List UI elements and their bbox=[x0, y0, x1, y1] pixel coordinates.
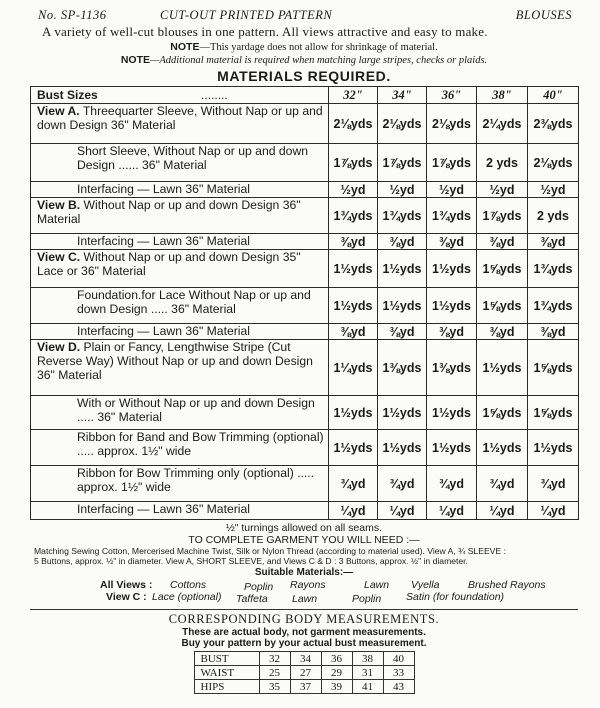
description-text: Threequarter Sleeve, Without Nap or up and down Design 36" Material bbox=[37, 104, 323, 132]
material-row bbox=[31, 430, 579, 466]
note-shrinkage bbox=[30, 41, 578, 53]
yardage-cell: 2⅛yds bbox=[329, 104, 378, 144]
material-row bbox=[31, 250, 579, 288]
yardage-cell: ⅜yd bbox=[427, 324, 477, 340]
yardage-cell: 1⅝yds bbox=[477, 396, 528, 430]
yardage-cell: 1½yds bbox=[378, 250, 427, 288]
yardage-cell: 1½yds bbox=[329, 288, 378, 324]
yardage-cell: 1⅝yds bbox=[477, 250, 528, 288]
description-text: Without Nap or up and down Design 36" Material bbox=[37, 198, 301, 226]
materials-title: MATERIALS REQUIRED. bbox=[217, 68, 391, 84]
description-text: Ribbon for Bow Trimming only (optional) ..... approx. 1½" wide bbox=[77, 466, 315, 494]
footer bbox=[30, 522, 578, 694]
material-row bbox=[31, 340, 579, 396]
material-description bbox=[31, 144, 329, 182]
material-item: Rayons bbox=[290, 579, 326, 591]
measurement-value: 40 bbox=[383, 652, 414, 666]
yardage-cell: 2⅜yds bbox=[528, 104, 579, 144]
material-item: Brushed Rayons bbox=[468, 579, 546, 591]
pattern-title: CUT-OUT PRINTED PATTERN bbox=[160, 8, 333, 22]
measurement-value: 34 bbox=[290, 652, 321, 666]
material-item: Lace (optional) bbox=[152, 591, 222, 603]
complete-garment-heading: TO COMPLETE GARMENT YOU WILL NEED :— bbox=[188, 534, 420, 546]
material-description bbox=[31, 502, 329, 520]
yardage-cell: 1½yds bbox=[378, 396, 427, 430]
yardage-cell: ¼yd bbox=[477, 502, 528, 520]
material-item: Cottons bbox=[170, 579, 207, 591]
material-description bbox=[31, 466, 329, 502]
material-row bbox=[31, 198, 579, 234]
measurement-value: 31 bbox=[352, 666, 383, 680]
material-description bbox=[31, 198, 329, 234]
view-label: View A. bbox=[37, 104, 80, 118]
view-label: View B. bbox=[37, 198, 81, 212]
sewing-notions-line2: 5 Buttons, approx. ½" in diameter. View A, SHORT SLEEVE, and Views C & D : 3 Buttons, approx. ½" in diameter. bbox=[34, 556, 468, 566]
yardage-cell: ¾yd bbox=[378, 466, 427, 502]
material-description bbox=[31, 234, 329, 250]
yardage-cell: ¾yd bbox=[528, 466, 579, 502]
pattern-envelope bbox=[30, 8, 578, 694]
description-text: Ribbon for Band and Bow Trimming (optional) ..... approx. 1½" wide bbox=[77, 430, 324, 458]
material-description bbox=[31, 288, 329, 324]
description-text: Interfacing — Lawn 36" Material bbox=[77, 182, 251, 196]
measurement-label: HIPS bbox=[194, 680, 259, 694]
yardage-cell: 2 yds bbox=[477, 144, 528, 182]
yardage-cell: 1¾yds bbox=[378, 198, 427, 234]
note-text: —Additional material is required when matching large stripes, checks or plaids. bbox=[150, 55, 488, 66]
yardage-cell: ⅜yd bbox=[477, 324, 528, 340]
material-row bbox=[31, 144, 579, 182]
material-item: Poplin bbox=[244, 581, 274, 593]
description-text: Without Nap or up and down Design 35" Lace or 36" Material bbox=[37, 250, 301, 278]
divider bbox=[30, 609, 578, 610]
yardage-cell: 2⅛yds bbox=[378, 104, 427, 144]
measurement-value: 27 bbox=[290, 666, 321, 680]
material-row bbox=[31, 288, 579, 324]
yardage-cell: 2 yds bbox=[528, 198, 579, 234]
buy-by-bust-note: Buy your pattern by your actual bust measurement. bbox=[181, 638, 427, 649]
yardage-cell: 1½yds bbox=[477, 430, 528, 466]
yardage-cell: ⅜yd bbox=[378, 324, 427, 340]
yardage-cell: ¾yd bbox=[427, 466, 477, 502]
yardage-cell: 1½yds bbox=[427, 250, 477, 288]
note-label: NOTE bbox=[170, 41, 200, 53]
measurement-value: 41 bbox=[352, 680, 383, 694]
pattern-number: No. SP-1136 bbox=[38, 8, 107, 22]
material-row bbox=[31, 234, 579, 250]
yardage-cell: 1¼yds bbox=[329, 340, 378, 396]
yardage-cell: 1⅞yds bbox=[378, 144, 427, 182]
description-text: Foundation.for Lace Without Nap or up and down Design ..... 36" Material bbox=[77, 288, 311, 316]
bust-sizes-label: Bust Sizes ........ bbox=[31, 87, 329, 104]
yardage-cell: ½yd bbox=[378, 182, 427, 198]
yardage-cell: 2⅛yds bbox=[427, 104, 477, 144]
materials-table bbox=[30, 86, 579, 520]
yardage-cell: 1¾yds bbox=[427, 198, 477, 234]
material-row bbox=[31, 324, 579, 340]
measurement-value: 29 bbox=[321, 666, 352, 680]
material-item: Satin (for foundation) bbox=[406, 591, 505, 603]
description-text: Interfacing — Lawn 36" Material bbox=[77, 234, 251, 248]
measurement-value: 35 bbox=[259, 680, 290, 694]
yardage-cell: ¼yd bbox=[528, 502, 579, 520]
view-c-label: View C : bbox=[106, 591, 147, 603]
size-34: 34" bbox=[378, 87, 427, 104]
yardage-cell: 1½yds bbox=[528, 430, 579, 466]
size-36: 36" bbox=[427, 87, 477, 104]
material-row bbox=[31, 502, 579, 520]
intro-text: A variety of well-cut blouses in one pattern. All views attractive and easy to make. bbox=[42, 24, 488, 39]
measurement-row bbox=[194, 666, 414, 680]
yardage-cell: 1⅞yds bbox=[427, 144, 477, 182]
yardage-cell: ¾yd bbox=[477, 466, 528, 502]
yardage-cell: 1¾yds bbox=[528, 288, 579, 324]
yardage-cell: ½yd bbox=[477, 182, 528, 198]
suitable-materials-heading: Suitable Materials:— bbox=[254, 567, 354, 578]
yardage-cell: ⅜yd bbox=[378, 234, 427, 250]
sewing-notions-line1: Matching Sewing Cotton, Mercerised Machine Twist, Silk or Nylon Thread (according to material used). View A, ¾ SLEEVE : bbox=[34, 546, 506, 556]
yardage-cell: ⅜yd bbox=[528, 324, 579, 340]
material-item: Taffeta bbox=[236, 593, 268, 605]
description-text: Short Sleeve, Without Nap or up and down Design ...... 36" Material bbox=[77, 144, 309, 172]
yardage-cell: ¼yd bbox=[329, 502, 378, 520]
suitable-materials-list bbox=[30, 579, 578, 605]
measurement-value: 36 bbox=[321, 652, 352, 666]
leader-dots: ........ bbox=[201, 88, 228, 102]
yardage-cell: 1½yds bbox=[329, 430, 378, 466]
material-description bbox=[31, 182, 329, 198]
material-description bbox=[31, 250, 329, 288]
turnings-note: ½" turnings allowed on all seams. bbox=[225, 522, 383, 534]
size-header-row bbox=[31, 87, 579, 104]
measurement-label: WAIST bbox=[194, 666, 259, 680]
material-description bbox=[31, 324, 329, 340]
material-item: Vyella bbox=[411, 579, 440, 591]
description-text: Interfacing — Lawn 36" Material bbox=[77, 324, 251, 338]
material-item: Lawn bbox=[292, 593, 318, 605]
view-label: View C. bbox=[37, 250, 81, 264]
material-description bbox=[31, 430, 329, 466]
description-text: Interfacing — Lawn 36" Material bbox=[77, 502, 251, 516]
yardage-cell: 1¾yds bbox=[528, 250, 579, 288]
yardage-cell: 1⅜yds bbox=[378, 340, 427, 396]
yardage-cell: 1⅝yds bbox=[528, 396, 579, 430]
measurement-row bbox=[194, 652, 414, 666]
yardage-cell: 1⅝yds bbox=[477, 288, 528, 324]
yardage-cell: 2¼yds bbox=[477, 104, 528, 144]
garment-type: BLOUSES bbox=[515, 8, 572, 22]
yardage-cell: 1½yds bbox=[427, 288, 477, 324]
header bbox=[30, 8, 578, 23]
yardage-cell: 1½yds bbox=[329, 250, 378, 288]
measurement-value: 33 bbox=[383, 666, 414, 680]
material-description bbox=[31, 104, 329, 144]
measurement-value: 38 bbox=[352, 652, 383, 666]
yardage-cell: 1⅞yds bbox=[329, 144, 378, 182]
yardage-cell: 1½yds bbox=[477, 340, 528, 396]
description-text: Plain or Fancy, Lengthwise Stripe (Cut Reverse Way) Without Nap or up and down Design 36" Material bbox=[37, 340, 313, 382]
yardage-cell: 1⅜yds bbox=[427, 340, 477, 396]
note-text: —This yardage does not allow for shrinkage of material. bbox=[199, 42, 438, 53]
yardage-cell: 2⅛yds bbox=[528, 144, 579, 182]
yardage-cell: 1½yds bbox=[427, 430, 477, 466]
material-description bbox=[31, 396, 329, 430]
material-item: Lawn bbox=[364, 579, 390, 591]
measurement-value: 32 bbox=[259, 652, 290, 666]
yardage-cell: 1½yds bbox=[329, 396, 378, 430]
measurement-label: BUST bbox=[194, 652, 259, 666]
actual-measurements-note: These are actual body, not garment measurements. bbox=[182, 627, 426, 638]
measurement-value: 39 bbox=[321, 680, 352, 694]
yardage-cell: ⅜yd bbox=[477, 234, 528, 250]
material-row bbox=[31, 104, 579, 144]
size-32: 32" bbox=[329, 87, 378, 104]
size-38: 38" bbox=[477, 87, 528, 104]
yardage-cell: ¼yd bbox=[427, 502, 477, 520]
measurement-row bbox=[194, 680, 414, 694]
size-40: 40" bbox=[528, 87, 579, 104]
yardage-cell: ¼yd bbox=[378, 502, 427, 520]
body-measurements-title: CORRESPONDING BODY MEASUREMENTS. bbox=[168, 612, 440, 626]
measurement-value: 25 bbox=[259, 666, 290, 680]
measurement-value: 43 bbox=[383, 680, 414, 694]
description-text: With or Without Nap or up and down Design ..... 36" Material bbox=[77, 396, 315, 424]
material-row bbox=[31, 466, 579, 502]
material-row bbox=[31, 396, 579, 430]
all-views-label: All Views : bbox=[100, 579, 153, 591]
note-matching bbox=[30, 54, 578, 66]
yardage-cell: ¾yd bbox=[329, 466, 378, 502]
yardage-cell: 1¾yds bbox=[329, 198, 378, 234]
yardage-cell: 1½yds bbox=[378, 288, 427, 324]
yardage-cell: ⅜yd bbox=[329, 234, 378, 250]
measurement-value: 37 bbox=[290, 680, 321, 694]
body-measurements-table bbox=[194, 651, 415, 694]
yardage-cell: ⅜yd bbox=[329, 324, 378, 340]
yardage-cell: ⅜yd bbox=[528, 234, 579, 250]
yardage-cell: 1½yds bbox=[378, 430, 427, 466]
yardage-cell: ½yd bbox=[427, 182, 477, 198]
yardage-cell: ⅜yd bbox=[427, 234, 477, 250]
yardage-cell: 1½yds bbox=[427, 396, 477, 430]
view-label: View D. bbox=[37, 340, 81, 354]
yardage-cell: 1⅝yds bbox=[528, 340, 579, 396]
material-row bbox=[31, 182, 579, 198]
material-description bbox=[31, 340, 329, 396]
note-label: NOTE bbox=[120, 54, 151, 66]
yardage-cell: 1⅞yds bbox=[477, 198, 528, 234]
yardage-cell: ½yd bbox=[528, 182, 579, 198]
yardage-cell: ½yd bbox=[329, 182, 378, 198]
material-item: Poplin bbox=[352, 593, 382, 605]
